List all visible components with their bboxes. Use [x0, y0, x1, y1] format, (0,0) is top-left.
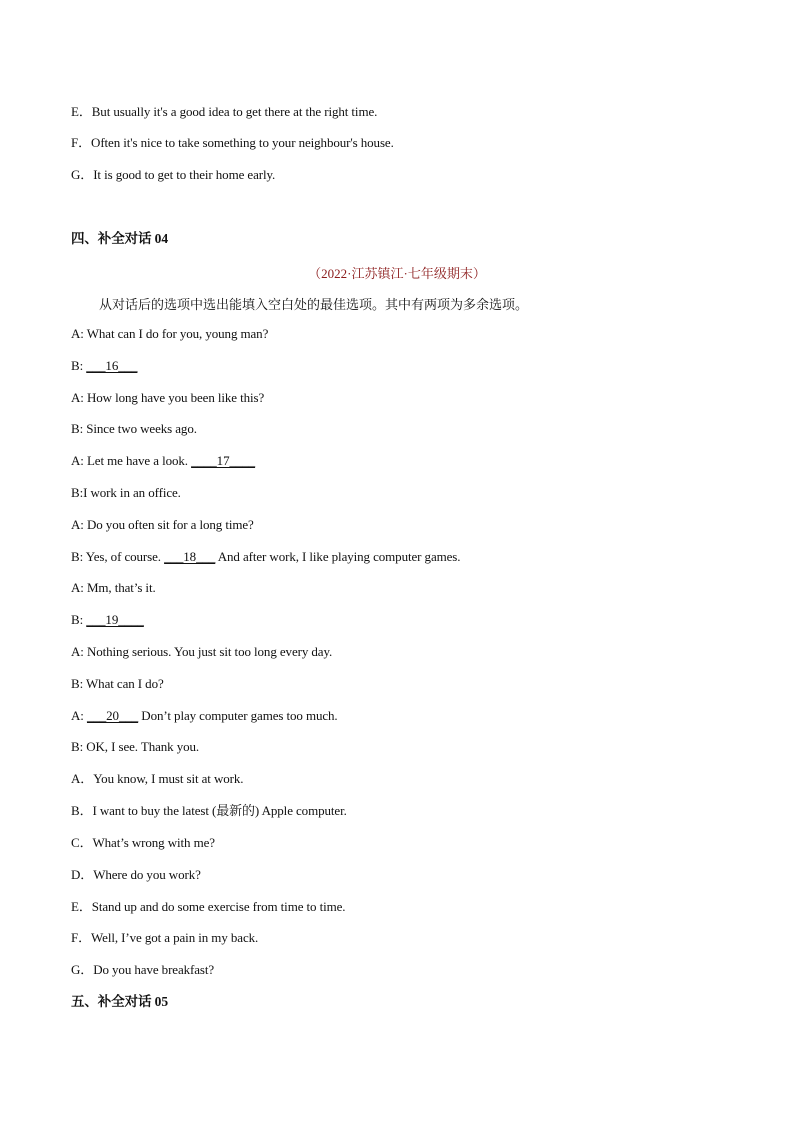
- dialogue-text: A: How long have you been like this?: [71, 390, 265, 405]
- option-line: B．I want to buy the latest (最新的) Apple computer.: [71, 803, 347, 818]
- dialogue-text: B: What can I do?: [71, 676, 164, 691]
- dialogue-line: [71, 453, 255, 469]
- dialogue-line: [71, 326, 268, 342]
- dialogue-text: A: Mm, that’s it.: [71, 580, 156, 595]
- option-line: E．But usually it's a good idea to get there at the right time.: [71, 104, 378, 119]
- option-line: G．It is good to get to their home early.: [71, 167, 276, 182]
- dialogue-text: A:: [71, 708, 87, 723]
- dialogue-line: [71, 612, 144, 628]
- dialogue-line: [71, 517, 254, 533]
- question-source: （2022·江苏镇江·七年级期末）: [308, 266, 486, 281]
- answer-blank[interactable]: ___19____: [86, 612, 144, 627]
- dialogue-line: [71, 421, 197, 437]
- dialogue-line: [71, 358, 137, 374]
- dialogue-text: B: OK, I see. Thank you.: [71, 739, 200, 754]
- option-line: A．You know, I must sit at work.: [71, 771, 244, 786]
- dialogue-line: [71, 580, 156, 596]
- option-line: D．Where do you work?: [71, 867, 201, 882]
- answer-blank[interactable]: ___18___: [164, 549, 216, 564]
- dialogue-text: B:: [71, 358, 87, 373]
- dialogue-text: B: Since two weeks ago.: [71, 421, 197, 436]
- dialogue-text: B:I work in an office.: [71, 485, 181, 500]
- section-heading: 五、补全对话 05: [71, 994, 168, 1009]
- dialogue-line: [71, 549, 460, 565]
- dialogue-line: [71, 390, 264, 406]
- dialogue-text: Don’t play computer games too much.: [138, 708, 338, 723]
- dialogue-text: And after work, I like playing computer games.: [215, 549, 461, 564]
- dialogue-line: [71, 676, 164, 692]
- dialogue-line: [71, 485, 181, 501]
- dialogue-text: A: What can I do for you, young man?: [71, 326, 269, 341]
- answer-blank[interactable]: ____17____: [191, 453, 256, 468]
- instruction-text: 从对话后的选项中选出能填入空白处的最佳选项。其中有两项为多余选项。: [99, 297, 529, 312]
- option-line: G．Do you have breakfast?: [71, 962, 215, 977]
- option-line: C．What’s wrong with me?: [71, 835, 215, 850]
- dialogue-line: [71, 739, 199, 755]
- dialogue-line: [71, 644, 332, 660]
- section-heading: 四、补全对话 04: [71, 231, 168, 246]
- option-line: F．Well, I’ve got a pain in my back.: [71, 930, 259, 945]
- option-line: F．Often it's nice to take something to your neighbour's house.: [71, 135, 394, 150]
- dialogue-text: B: Yes, of course.: [71, 549, 165, 564]
- answer-blank[interactable]: ___20___: [86, 708, 139, 723]
- dialogue-text: A: Nothing serious. You just sit too long every day.: [71, 644, 333, 659]
- dialogue-text: A: Do you often sit for a long time?: [71, 517, 254, 532]
- dialogue-text: B:: [71, 612, 87, 627]
- dialogue-line: [71, 708, 338, 724]
- answer-blank[interactable]: ___16___: [86, 358, 138, 373]
- option-line: E．Stand up and do some exercise from time to time.: [71, 899, 346, 914]
- dialogue-text: A: Let me have a look.: [71, 453, 192, 468]
